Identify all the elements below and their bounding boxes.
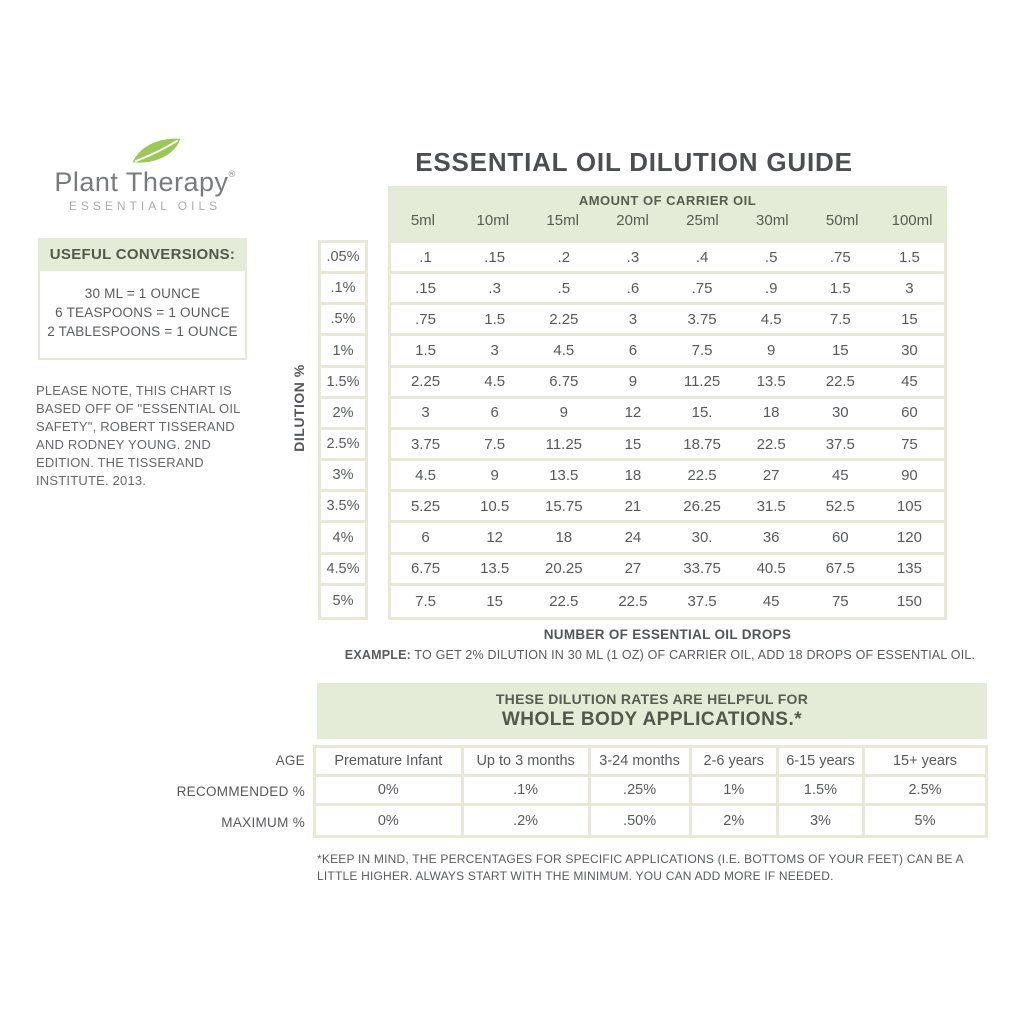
drops-value: 60 bbox=[831, 529, 849, 547]
example-line bbox=[330, 648, 990, 662]
drops-value: 67.5 bbox=[825, 560, 855, 578]
drops-row bbox=[391, 305, 944, 336]
drops-caption: NUMBER OF ESSENTIAL OIL DROPS bbox=[543, 627, 792, 642]
drops-value: 52.5 bbox=[825, 497, 855, 515]
drops-value: 105 bbox=[896, 497, 922, 515]
conversion-line: 2 TABLESPOONS = 1 OUNCE bbox=[47, 323, 238, 339]
drops-row bbox=[391, 492, 944, 523]
carrier-column-header: 50ml bbox=[825, 212, 859, 229]
drops-value: 75 bbox=[901, 435, 918, 453]
dilution-row-label: 1% bbox=[321, 336, 365, 367]
drops-value: 3 bbox=[905, 279, 914, 297]
drops-value: 3 bbox=[421, 404, 430, 422]
useful-conversions-box bbox=[38, 238, 247, 360]
drops-value: 13.5 bbox=[480, 560, 510, 578]
drops-value: 5.25 bbox=[410, 497, 441, 515]
drops-value: 11.25 bbox=[683, 373, 721, 391]
drops-value: 45 bbox=[762, 592, 780, 610]
drops-value: 15. bbox=[691, 404, 713, 422]
age-column-header: 6-15 years bbox=[779, 748, 865, 774]
drops-value: .75 bbox=[691, 279, 713, 297]
example-label: EXAMPLE: bbox=[344, 648, 411, 662]
drops-row bbox=[391, 430, 944, 461]
dilution-row-label: .5% bbox=[321, 305, 365, 336]
drops-value: 120 bbox=[896, 529, 922, 547]
drops-value: 3 bbox=[490, 342, 499, 360]
recommended-value: 1.5% bbox=[779, 777, 865, 803]
drops-value: 9 bbox=[628, 373, 638, 391]
drops-row bbox=[391, 555, 944, 586]
drops-value: 30 bbox=[831, 404, 849, 422]
conversions-body bbox=[38, 271, 247, 360]
drops-value: 10.5 bbox=[480, 497, 510, 515]
carrier-column-header: 10ml bbox=[476, 212, 510, 229]
drops-value: 6 bbox=[421, 529, 430, 547]
carrier-column-header: 5ml bbox=[410, 212, 436, 229]
recommended-value: 2.5% bbox=[908, 782, 942, 798]
drops-value: .3 bbox=[488, 279, 501, 297]
age-column-header: 15+ years bbox=[892, 753, 958, 769]
drops-value: 90 bbox=[901, 466, 918, 484]
drops-value: .4 bbox=[695, 248, 709, 266]
drops-value: 18.75 bbox=[683, 435, 721, 453]
maximum-value: .2% bbox=[464, 806, 591, 835]
conversion-line: 30 ML = 1 OUNCE bbox=[84, 286, 201, 301]
maximum-value: .50% bbox=[591, 806, 692, 835]
drops-value: 1.5 bbox=[829, 279, 851, 297]
maximum-values-row bbox=[316, 806, 985, 835]
drops-value: 40.5 bbox=[756, 560, 786, 578]
drops-value: .9 bbox=[764, 279, 778, 297]
drops-row bbox=[391, 461, 944, 492]
drops-value: 7.5 bbox=[415, 592, 436, 610]
drops-value: 12 bbox=[624, 404, 642, 422]
dilution-row-label: 5% bbox=[332, 593, 354, 610]
drops-value: 22.5 bbox=[756, 435, 786, 453]
drops-value: 13.5 bbox=[549, 466, 579, 484]
drops-value: 22.5 bbox=[687, 466, 717, 484]
age-columns-row bbox=[316, 748, 985, 777]
dilution-row-label: 3% bbox=[321, 461, 365, 492]
plant-therapy-logo bbox=[52, 136, 238, 213]
drops-row bbox=[391, 336, 944, 367]
drops-value: 6.75 bbox=[549, 373, 579, 391]
carrier-column-header: 25ml bbox=[686, 212, 719, 229]
drops-value: 22.5 bbox=[825, 373, 855, 391]
carrier-column-header: 15ml bbox=[546, 212, 579, 229]
drops-value: .5 bbox=[557, 279, 571, 297]
drops-value: 15.75 bbox=[545, 497, 583, 515]
drops-value: 75 bbox=[831, 592, 849, 610]
carrier-column-header: 100ml bbox=[891, 212, 933, 229]
drops-value: .1 bbox=[419, 248, 432, 266]
drops-value: 45 bbox=[901, 373, 918, 391]
dilution-row-label: 3.5% bbox=[321, 492, 365, 523]
maximum-value: 2% bbox=[692, 806, 779, 835]
dilution-row-label: 2.5% bbox=[321, 430, 365, 461]
age-dilution-table bbox=[313, 745, 988, 838]
drops-value: 15 bbox=[486, 592, 504, 610]
registered-mark: ® bbox=[228, 169, 236, 179]
drops-value: 4.5 bbox=[553, 342, 575, 360]
carrier-columns-row bbox=[388, 212, 947, 229]
drops-value: 150 bbox=[896, 592, 922, 610]
age-column-header: 3-24 months bbox=[591, 748, 692, 774]
carrier-column-header: 30ml bbox=[756, 212, 789, 229]
drops-value: 13.5 bbox=[756, 373, 786, 391]
drops-value: 18 bbox=[762, 404, 780, 422]
whole-body-header-line1: THESE DILUTION RATES ARE HELPFUL FOR bbox=[495, 691, 809, 707]
dilution-row-label: 2% bbox=[321, 399, 365, 430]
dilution-row-label: .1% bbox=[321, 274, 365, 305]
drops-value: 21 bbox=[624, 497, 642, 515]
carrier-oil-header-band bbox=[388, 186, 947, 240]
drops-value: 20.25 bbox=[545, 560, 583, 578]
brand-subtitle: ESSENTIAL OILS bbox=[68, 199, 222, 214]
drops-value: 6 bbox=[628, 342, 638, 360]
recommended-value: .25% bbox=[591, 777, 692, 803]
drops-value: 3.75 bbox=[410, 435, 441, 453]
drops-value: 30 bbox=[901, 342, 918, 360]
maximum-value: 5% bbox=[914, 812, 936, 829]
source-note: PLEASE NOTE, THIS CHART IS BASED OFF OF "ESSENTIAL OIL SAFETY", ROBERT TISSERAND AND RODNEY YOUNG. 2ND EDITION. THE TISSERAND INSTITUTE. 2013. bbox=[36, 383, 241, 488]
drops-value: 4.5 bbox=[760, 310, 782, 328]
drops-row bbox=[391, 523, 944, 554]
drops-value: 33.75 bbox=[683, 560, 721, 578]
drops-value: 60 bbox=[901, 404, 918, 422]
conversions-header: USEFUL CONVERSIONS: bbox=[38, 238, 247, 271]
dilution-row-label: 4.5% bbox=[321, 555, 365, 586]
age-column-header: 2-6 years bbox=[692, 748, 779, 774]
whole-body-header-band bbox=[317, 683, 987, 739]
drops-value: 24 bbox=[624, 529, 642, 547]
drops-value: 27 bbox=[762, 466, 780, 484]
drops-value: 18 bbox=[624, 466, 642, 484]
dilution-row-label: .05% bbox=[321, 243, 365, 274]
carrier-oil-group-label: AMOUNT OF CARRIER OIL bbox=[578, 193, 757, 208]
drops-value: 6.75 bbox=[410, 560, 441, 578]
drops-value: 37.5 bbox=[825, 435, 855, 453]
maximum-row-label: MAXIMUM % bbox=[221, 815, 305, 830]
drops-value: 26.25 bbox=[683, 497, 721, 515]
drops-value: .2 bbox=[557, 248, 571, 266]
dilution-label-column bbox=[318, 240, 368, 620]
drops-value: 18 bbox=[555, 529, 573, 547]
drops-value: .75 bbox=[415, 310, 436, 328]
carrier-column-header: 20ml bbox=[616, 212, 649, 229]
drops-value: 4.5 bbox=[415, 466, 436, 484]
drops-value: 7.5 bbox=[484, 435, 506, 453]
maximum-value: 0% bbox=[316, 806, 464, 835]
leaf-icon bbox=[130, 136, 182, 166]
drops-value: 9 bbox=[767, 342, 776, 360]
whole-body-header-line2: WHOLE BODY APPLICATIONS.* bbox=[501, 709, 803, 730]
conversion-line: 6 TEASPOONS = 1 OUNCE bbox=[55, 304, 230, 320]
drops-value: 2.25 bbox=[549, 310, 579, 328]
drops-value: 1.5 bbox=[899, 248, 920, 266]
drops-value: 45 bbox=[831, 466, 849, 484]
drops-value: 37.5 bbox=[687, 592, 717, 610]
recommended-value: 1% bbox=[692, 777, 779, 803]
drops-value: 11.25 bbox=[545, 435, 583, 453]
drops-value: 30. bbox=[691, 529, 713, 547]
recommended-row-label: RECOMMENDED % bbox=[176, 784, 305, 799]
drops-value: 1.5 bbox=[415, 342, 436, 360]
drops-row bbox=[391, 368, 944, 399]
drops-value: .6 bbox=[626, 279, 640, 297]
drops-value: .15 bbox=[484, 248, 506, 266]
drops-value: 15 bbox=[901, 310, 918, 328]
drops-value: 27 bbox=[624, 560, 642, 578]
drops-value: 22.5 bbox=[549, 592, 579, 610]
drops-grid bbox=[388, 240, 947, 620]
age-column-header: Up to 3 months bbox=[464, 748, 591, 774]
drops-value: 15 bbox=[831, 342, 849, 360]
drops-value: 4.5 bbox=[484, 373, 506, 391]
dilution-row-label: 4% bbox=[321, 523, 365, 554]
maximum-value: 3% bbox=[779, 806, 865, 835]
brand-name: Plant Therapy® bbox=[54, 167, 236, 197]
page-title: ESSENTIAL OIL DILUTION GUIDE bbox=[415, 147, 853, 177]
drops-row bbox=[391, 586, 944, 617]
age-column-header: Premature Infant bbox=[316, 748, 464, 774]
example-text: TO GET 2% DILUTION IN 30 ML (1 OZ) OF CARRIER OIL, ADD 18 DROPS OF ESSENTIAL OIL. bbox=[410, 648, 976, 662]
drops-value: .75 bbox=[829, 248, 851, 266]
drops-value: 36 bbox=[762, 529, 780, 547]
drops-value: 15 bbox=[624, 435, 642, 453]
drops-value: 7.5 bbox=[829, 310, 851, 328]
drops-value: 6 bbox=[490, 404, 499, 422]
drops-value: .15 bbox=[415, 279, 436, 297]
drops-value: .3 bbox=[626, 248, 640, 266]
drops-value: 135 bbox=[896, 560, 922, 578]
drops-value: 22.5 bbox=[618, 592, 648, 610]
drops-value: 2.25 bbox=[410, 373, 441, 391]
drops-value: 1.5 bbox=[484, 310, 506, 328]
dilution-axis-label: DILUTION % bbox=[291, 364, 307, 452]
age-row-label: AGE bbox=[275, 753, 305, 768]
footnote: *KEEP IN MIND, THE PERCENTAGES FOR SPECIFIC APPLICATIONS (I.E. BOTTOMS OF YOUR FEET) CAN BE A LITTLE HIGHER. ALWAYS START WITH THE MINIMUM. YOU CAN ADD MORE IF NEEDED. bbox=[317, 852, 964, 884]
drops-value: 3.75 bbox=[687, 310, 717, 328]
drops-value: 12 bbox=[486, 529, 504, 547]
dilution-row-label: 1.5% bbox=[321, 368, 365, 399]
drops-value: 9 bbox=[490, 466, 499, 484]
recommended-value: 0% bbox=[316, 777, 464, 803]
drops-row bbox=[391, 399, 944, 430]
recommended-value: .1% bbox=[464, 777, 591, 803]
drops-value: 9 bbox=[559, 404, 568, 422]
drops-row bbox=[391, 243, 944, 274]
drops-value: 31.5 bbox=[756, 497, 786, 515]
drops-value: 3 bbox=[628, 310, 638, 328]
drops-value: 7.5 bbox=[691, 342, 713, 360]
drops-value: .5 bbox=[764, 248, 778, 266]
drops-row bbox=[391, 274, 944, 305]
recommended-values-row bbox=[316, 777, 985, 806]
